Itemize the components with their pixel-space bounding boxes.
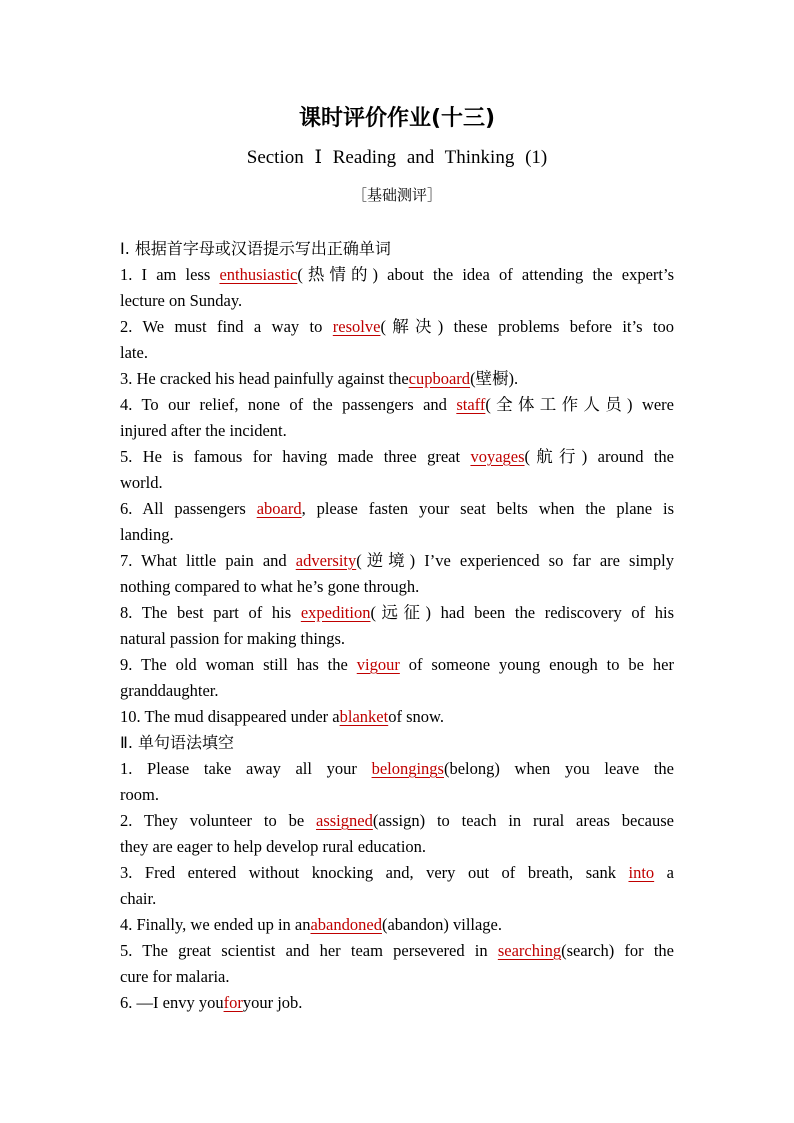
question-text-rest: (search) for the — [561, 941, 675, 960]
question-text-rest: (逆境) I’ve experienced so far are simply — [356, 551, 674, 570]
question-line — [120, 652, 674, 678]
justified-line — [120, 938, 674, 964]
question-line — [120, 262, 674, 288]
page-subtitle: Section Ⅰ Reading and Thinking (1) — [246, 147, 548, 168]
justified-line — [120, 860, 674, 886]
section-tag: ［基础测评］ — [351, 186, 442, 204]
question-text-rest: (航行) around the — [524, 447, 674, 466]
question-text-rest: a — [654, 863, 675, 882]
line-content — [120, 808, 674, 834]
justified-line — [120, 652, 674, 678]
question-line — [120, 938, 674, 964]
question-continuation: lecture on Sunday. — [120, 291, 243, 310]
question-line — [120, 600, 674, 626]
question-text-rest: of someone young enough to be her — [399, 655, 674, 674]
line-content — [120, 756, 674, 782]
question-text: 6. All passengers — [120, 499, 257, 518]
answer-word: voyages — [470, 447, 525, 466]
answer-word: belongings — [371, 759, 444, 778]
question-text: 10. The mud disappeared under a — [120, 707, 340, 726]
question-continuation: granddaughter. — [120, 681, 219, 700]
question-text-rest: (全体工作人员) were — [485, 395, 674, 414]
question-continuation: nothing compared to what he’s gone through. — [120, 577, 420, 596]
answer-word: assigned — [316, 811, 373, 830]
answer-word: blanket — [339, 707, 389, 726]
question-continuation: landing. — [120, 525, 174, 544]
justified-line — [120, 392, 674, 418]
question-text-rest: (热情的) about the idea of attending the expert’s — [297, 265, 675, 284]
line-content — [120, 496, 674, 522]
question-continuation: they are eager to help develop rural education. — [120, 837, 427, 856]
line-content — [120, 860, 674, 886]
justified-line — [120, 262, 674, 288]
answer-word: abandoned — [310, 915, 382, 934]
answer-word: searching — [497, 941, 562, 960]
question-continuation: natural passion for making things. — [120, 629, 346, 648]
question-continuation: cure for malaria. — [120, 967, 230, 986]
answer-word: aboard — [256, 499, 302, 518]
part2-list — [120, 756, 674, 1016]
justified-line — [120, 808, 674, 834]
part1-heading: Ⅰ. 根据首字母或汉语提示写出正确单词 — [120, 239, 391, 258]
question-text: 5. He is famous for having made three great — [120, 447, 471, 466]
line-content — [120, 392, 674, 418]
question-line — [120, 366, 674, 392]
question-text: 3. He cracked his head painfully against the — [120, 369, 409, 388]
question-text: 2. They volunteer to be — [120, 811, 317, 830]
question-line — [120, 314, 674, 340]
question-continuation: room. — [120, 785, 159, 804]
question-text-rest: your job. — [242, 993, 303, 1012]
question-text: 7. What little pain and — [120, 551, 296, 570]
question-line — [120, 860, 674, 886]
justified-line — [120, 444, 674, 470]
question-text: 9. The old woman still has the — [120, 655, 357, 674]
question-text: 1. Please take away all your — [120, 759, 372, 778]
question-text: 5. The great scientist and her team persevered in — [120, 941, 498, 960]
question-text-rest: (壁橱). — [470, 369, 519, 388]
question-text: 4. Finally, we ended up in an — [120, 915, 311, 934]
part2-heading: Ⅱ. 单句语法填空 — [120, 733, 235, 752]
answer-word: staff — [456, 395, 486, 414]
line-content — [120, 548, 674, 574]
answer-word: expedition — [300, 603, 371, 622]
question-line — [120, 808, 674, 834]
question-text-rest: (abandon) village. — [381, 915, 503, 934]
question-continuation: injured after the incident. — [120, 421, 287, 440]
question-text-rest: (解决) these problems before it’s too — [380, 317, 674, 336]
page-title: 课时评价作业(十三) — [298, 106, 496, 131]
question-continuation: world. — [120, 473, 163, 492]
line-content — [120, 600, 674, 626]
question-text: 3. Fred entered without knocking and, very out of breath, sank — [120, 863, 629, 882]
question-line — [120, 990, 674, 1016]
question-text-rest: , please fasten your seat belts when the plane is — [301, 499, 674, 518]
answer-word: enthusiastic — [219, 265, 298, 284]
justified-line — [120, 314, 674, 340]
answer-word: cupboard — [408, 369, 471, 388]
exercise-body — [120, 236, 674, 1016]
line-content — [120, 314, 674, 340]
justified-line — [120, 548, 674, 574]
question-line — [120, 392, 674, 418]
line-content — [120, 262, 674, 288]
answer-word: resolve — [332, 317, 381, 336]
justified-line — [120, 600, 674, 626]
question-text: 1. I am less — [120, 265, 220, 284]
line-content — [120, 444, 674, 470]
answer-word: into — [628, 863, 655, 882]
question-text-rest: (远征) had been the rediscovery of his — [370, 603, 674, 622]
answer-word: vigour — [356, 655, 400, 674]
question-text: 6. —I envy you — [120, 993, 224, 1012]
question-continuation: chair. — [120, 889, 157, 908]
question-text-rest: of snow. — [388, 707, 444, 726]
question-text: 2. We must find a way to — [120, 317, 333, 336]
line-content — [120, 652, 674, 678]
question-line — [120, 496, 674, 522]
justified-line — [120, 496, 674, 522]
question-line — [120, 444, 674, 470]
question-text: 4. To our relief, none of the passengers and — [120, 395, 457, 414]
question-continuation: late. — [120, 343, 148, 362]
justified-line — [120, 756, 674, 782]
line-content — [120, 938, 674, 964]
question-line — [120, 912, 674, 938]
part1-list — [120, 262, 674, 730]
question-line — [120, 548, 674, 574]
question-text-rest: (belong) when you leave the — [443, 759, 674, 778]
question-text: 8. The best part of his — [120, 603, 301, 622]
question-line — [120, 756, 674, 782]
answer-word: for — [223, 993, 243, 1012]
question-line — [120, 704, 674, 730]
question-text-rest: (assign) to teach in rural areas because — [372, 811, 674, 830]
answer-word: adversity — [295, 551, 357, 570]
